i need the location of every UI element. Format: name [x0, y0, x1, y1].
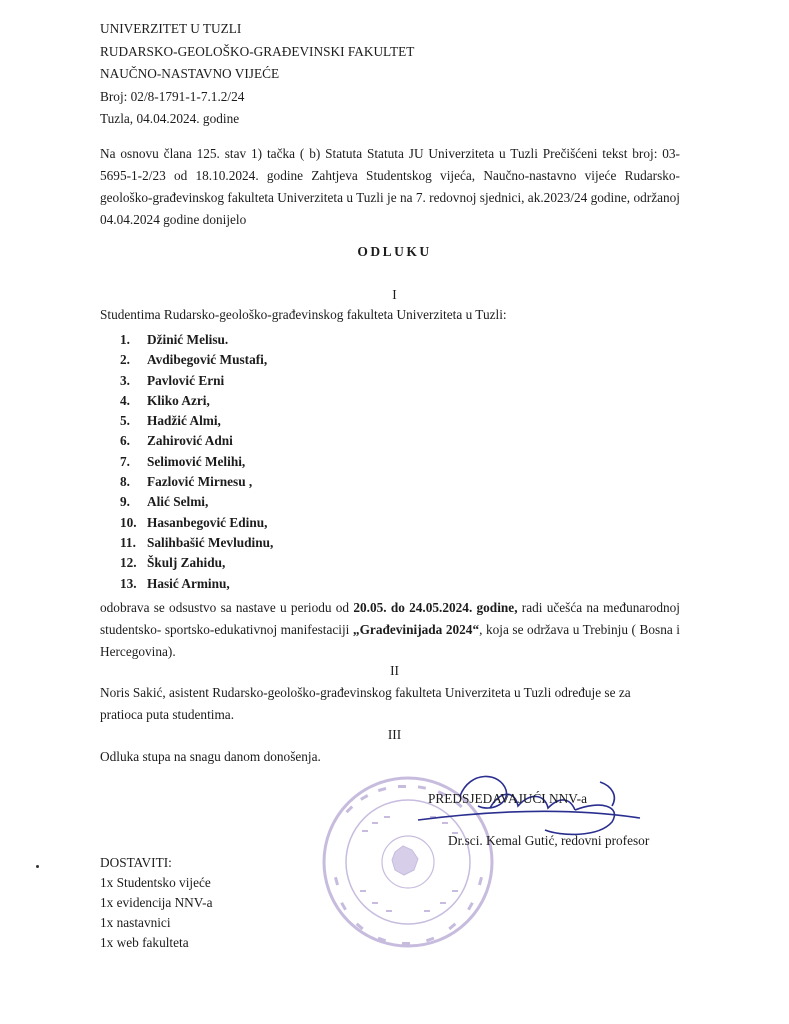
section-numeral-2: II — [390, 663, 399, 678]
student-name: Škulj Zahidu, — [147, 555, 226, 571]
student-name: Zahirović Adni — [147, 433, 233, 449]
distribution-item: 1x nastavnici — [100, 915, 171, 930]
council-name: NAUČNO-NASTAVNO VIJEĆE — [100, 66, 280, 81]
student-name: Alić Selmi, — [147, 494, 209, 510]
preamble: Na osnovu člana 125. stav 1) tačka ( b) Statuta Statuta JU Univerziteta u Tuzli Prečišćeni tekst broj: 03-5695-1-2/23 od 18.10.2024. godine Zahtjeva Studentskog vijeća, Naučno-nastavno vijeće Rudarsko-geološko-građevinskog fakulteta Univerziteta u Tuzli je na 7. redovnoj sjednici, ak.2023/24 godine, održanoj 04.04.2024 godine donijelo — [100, 146, 680, 227]
student-name: Fazlović Mirnesu , — [147, 474, 253, 490]
student-name: Hasanbegović Edinu, — [147, 514, 268, 530]
student-name: Hasić Arminu, — [147, 575, 230, 591]
student-name: Avdibegović Mustafi, — [147, 352, 268, 368]
section-2-line-2: pratioca puta studentima. — [100, 707, 235, 722]
signatory-title: PREDSJEDAVAJUĆI NNV-a — [428, 791, 587, 806]
university-name: UNIVERZITET U TUZLI — [100, 21, 242, 36]
distribution-item: 1x evidencija NNV-a — [100, 895, 213, 910]
document-title: ODLUKU — [357, 244, 432, 259]
student-number: 1. — [120, 332, 130, 347]
reference-number: Broj: 02/8-1791-1-7.1.2/24 — [100, 88, 245, 104]
body-text-c: , koja se održava u Trebinju ( Bosna i Hercegovina). — [100, 622, 680, 659]
student-name: Salihbašić Mevludinu, — [147, 534, 274, 550]
student-number: 9. — [120, 494, 130, 510]
distribution-item: 1x web fakulteta — [100, 935, 189, 950]
section-1-lead: Studentima Rudarsko-geološko-građevinskog fakulteta Univerziteta u Tuzli: — [100, 307, 507, 322]
student-number: 10. — [120, 514, 137, 530]
section-2-line-1: Noris Sakić, asistent Rudarsko-geološko-građevinskog fakulteta Univerziteta u Tuzli određuje se za — [100, 685, 631, 700]
student-number: 11. — [120, 534, 136, 550]
body-text-b: radi učešća na međunarodnoj studentsko- sportsko-edukativnoj manifestaciji — [100, 600, 680, 637]
place-date: Tuzla, 04.04.2024. godine — [100, 111, 240, 126]
student-name: Džinić Melisu. — [147, 332, 229, 347]
section-3-text: Odluka stupa na snagu danom donošenja. — [100, 749, 321, 764]
student-name: Selimović Melihi, — [147, 453, 246, 469]
student-number: 3. — [120, 372, 130, 388]
distribution-heading: DOSTAVITI: — [100, 855, 172, 870]
student-number: 8. — [120, 474, 130, 490]
distribution-list — [100, 853, 213, 953]
student-number: 7. — [120, 453, 130, 469]
body-text-a: odobrava se odsustvo sa nastave u periodu od — [100, 600, 354, 615]
margin-dot — [36, 865, 39, 868]
student-name: Hadžić Almi, — [147, 413, 221, 429]
section-numeral-3: III — [387, 727, 402, 742]
signatory-name: Dr.sci. Kemal Gutić, redovni profesor — [448, 833, 650, 848]
event-name: „Građevinijada 2024“ — [352, 622, 480, 637]
faculty-name: RUDARSKO-GEOLOŠKO-GRAĐEVINSKI FAKULTET — [100, 43, 415, 59]
student-number: 6. — [120, 433, 130, 449]
student-name: Kliko Azri, — [147, 392, 210, 408]
student-number: 13. — [120, 575, 137, 591]
student-number: 5. — [120, 413, 130, 429]
student-name: Pavlović Erni — [147, 372, 225, 388]
student-number: 2. — [120, 352, 130, 368]
section-numeral-1: I — [392, 287, 397, 302]
distribution-item: 1x Studentsko vijeće — [100, 875, 211, 890]
student-number: 12. — [120, 555, 137, 571]
student-number: 4. — [120, 392, 130, 408]
absence-dates: 20.05. do 24.05.2024. godine, — [353, 600, 518, 615]
